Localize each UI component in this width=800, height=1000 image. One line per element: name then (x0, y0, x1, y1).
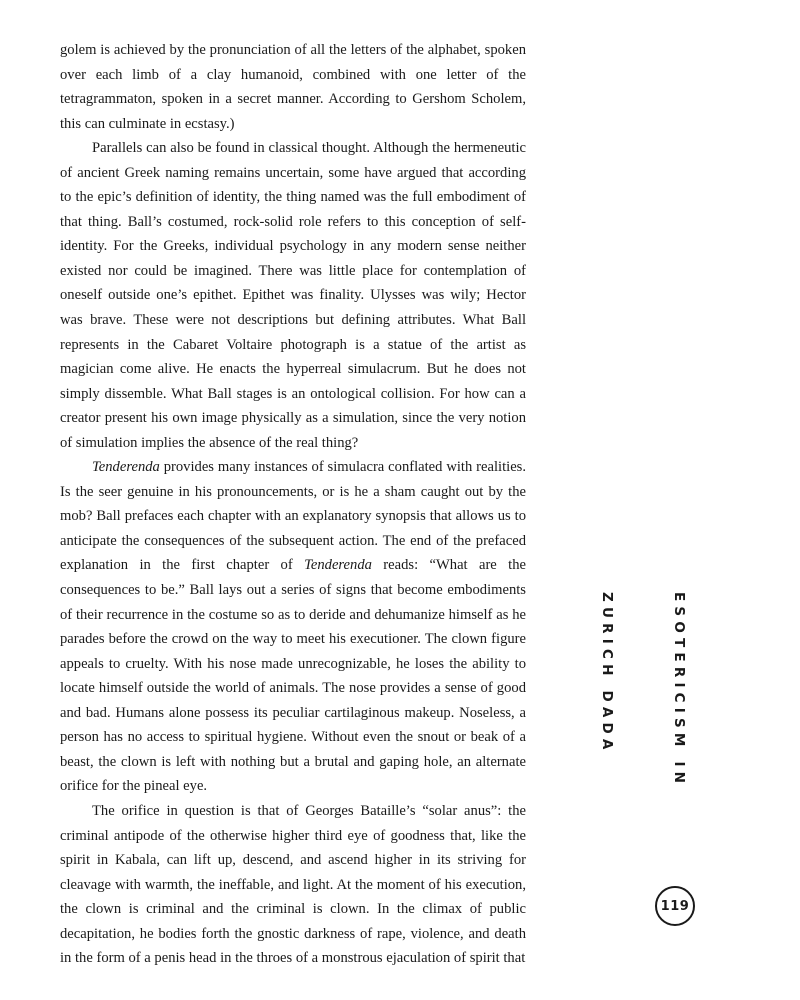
paragraph-4-text: The orifice in question is that of Georges Bataille’s “solar anus”: the criminal antipode of the otherwise higher third eye of goodness that, like the spirit in Kabala, can lift up, descend, and ascend higher in its striving for cleavage with warmth, the ineffable, and light. At the moment of his execution, the clown is criminal and the criminal is clown. In the climax of public decapitation, he bodies forth the gnostic darkness of rape, violence, and death in the form of a penis head in the throes of a monstrous ejaculation of spirit that (60, 802, 526, 967)
paragraph-3 (60, 455, 526, 799)
paragraph-2 (60, 136, 526, 455)
body-text (60, 38, 526, 971)
page-number-badge (655, 886, 695, 926)
paragraph-1 (60, 38, 526, 136)
paragraph-2-text: Parallels can also be found in classical thought. Although the hermeneutic of ancient Greek naming remains uncertain, some have argued that according to the epic’s definition of identity, the thing named was the full embodiment of that thing. Ball’s costumed, rock-solid role refers to this conception of self-identity. For the Greeks, individual psychology in any modern sense neither existed nor could be imagined. There was little place for contemplation of oneself outside one’s epithet. Epithet was finality. Ulysses was wily; Hector was brave. These were not descriptions but defining attributes. What Ball represents in the Cabaret Voltaire photograph is a statue of the artist as magician come alive. He enacts the hyperreal simulacrum. But he does not simply dissemble. What Ball stages is an ontological collision. For how can a creator present his own image physically as a simulation, since the very notion of simulation implies the absence of the real thing? (60, 140, 526, 451)
paragraph-3-text-b: reads: “What are the consequences to be.” Ball lays out a series of signs that become embodiments of their recurrence in the costume so as to deride and dehumanize himself as he parades before the crowd on the way to meet his executioner. The clown figure appeals to cruelty. With his nose made unrecognizable, he loses the ability to locate himself outside the world of animals. The nose provides a sense of good and bad. Humans alone possess its peculiar cartilaginous makeup. Noseless, a person has no access to spiritual hygiene. Without even the snout or beak of a beast, the clown is left with nothing but a brutal and gaping hole, an alternate orifice for the pineal eye. (60, 557, 526, 795)
book-title-italic: Tenderenda (92, 459, 160, 476)
book-title-italic: Tenderenda (304, 557, 372, 574)
running-head: ESOTERICISM IN ZURICH DADA (599, 592, 687, 789)
paragraph-1-text: golem is achieved by the pronunciation of all the letters of the alphabet, spoken over each limb of a clay humanoid, combined with one letter of the tetragrammaton, spoken in a secret manner. According to Gershom Scholem, this can culminate in ecstasy.) (60, 42, 526, 132)
page-number: 119 (660, 898, 690, 914)
paragraph-4 (60, 799, 526, 971)
paragraph-3-text-a: provides many instances of simulacra conflated with realities. Is the seer genuine in his pronouncements, or is he a sham caught out by the mob? Ball prefaces each chapter with an explanatory synopsis that allows us to anticipate the consequences of the subsequent action. The end of the prefaced explanation in the first chapter of (60, 459, 526, 574)
